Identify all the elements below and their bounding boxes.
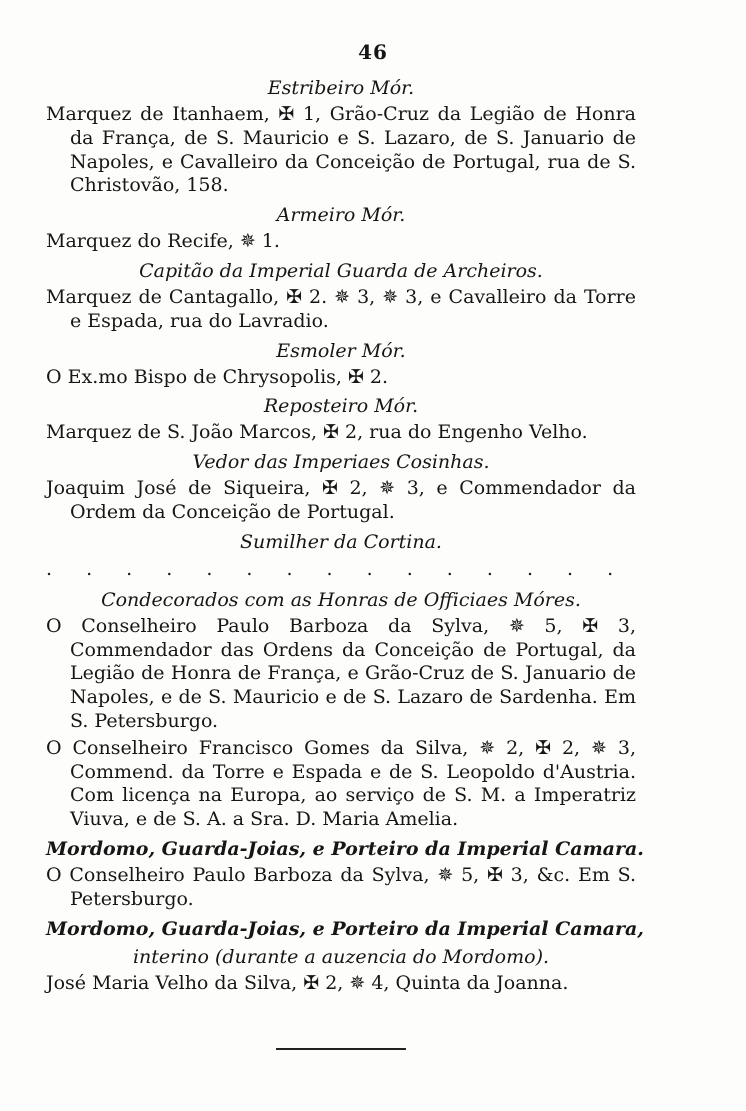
entry: Marquez do Recife, ✵ 1. bbox=[46, 230, 280, 253]
section-heading: Vedor das Imperiaes Cosinhas. bbox=[192, 451, 490, 474]
section-heading-continuation: interino (durante a auzencia do Mordomo). bbox=[132, 945, 550, 968]
section-heading: Condecorados com as Honras de Officiaes Móres. bbox=[101, 588, 581, 611]
section-heading: Esmoler Mór. bbox=[276, 339, 406, 362]
section-heading: Capitão da Imperial Guarda de Archeiros. bbox=[139, 259, 543, 282]
entry: O Conselheiro Francisco Gomes da Silva, ✵ 2, ✠ 2, ✵ 3, Commend. da Torre e Espada e de S. Leopoldo d'Austria. Com licença na Europa, ao serviço de S. M. a Imperatriz Viuva, e de S. A. a Sra. D. Maria Amelia. bbox=[46, 736, 636, 831]
page-content bbox=[46, 74, 644, 998]
section-heading: Sumilher da Cortina. bbox=[240, 530, 442, 553]
entry: O Ex.mo Bispo de Chrysopolis, ✠ 2. bbox=[46, 365, 389, 388]
entry: Marquez de S. João Marcos, ✠ 2, rua do Engenho Velho. bbox=[46, 421, 588, 444]
footer-rule bbox=[276, 1048, 406, 1050]
entry: Marquez de Itanhaem, ✠ 1, Grão-Cruz da Legião de Honra da França, de S. Mauricio e S. Lazaro, de S. Januario de Napoles, e Cavalleiro da Conceição de Portugal, rua de S. Christovão, 158. bbox=[46, 103, 636, 197]
section-heading: Armeiro Mór. bbox=[276, 204, 406, 227]
entry: Joaquim José de Siqueira, ✠ 2, ✵ 3, e Commendador da Ordem da Conceição de Portugal. bbox=[46, 477, 636, 523]
ellipsis-row: . . . . . . . . . . . . . . . bbox=[46, 557, 628, 580]
page-number: 46 bbox=[358, 40, 388, 64]
section-heading: Mordomo, Guarda-Joias, e Porteiro da Imperial Camara. bbox=[46, 837, 644, 860]
entry: O Conselheiro Paulo Barboza da Sylva, ✵ 5, ✠ 3, &c. Em S. Petersburgo. bbox=[46, 863, 636, 910]
entry: Marquez de Cantagallo, ✠ 2. ✵ 3, ✵ 3, e Cavalleiro da Torre e Espada, rua do Lavradio. bbox=[46, 285, 636, 332]
section-heading: Reposteiro Mór. bbox=[263, 395, 419, 418]
section-heading: Mordomo, Guarda-Joias, e Porteiro da Imperial Camara, bbox=[46, 917, 644, 940]
section-heading: Estribeiro Mór. bbox=[267, 77, 415, 99]
entry: O Conselheiro Paulo Barboza da Sylva, ✵ 5, ✠ 3, Commendador das Ordens da Conceição de Portugal, da Legião de Honra de França, e Grão-Cruz de S. Januario de Napoles, e de S. Mauricio e de S. Lazaro de Sardenha. Em S. Petersburgo. bbox=[46, 614, 636, 732]
entry: José Maria Velho da Silva, ✠ 2, ✵ 4, Quinta da Joanna. bbox=[46, 971, 569, 994]
